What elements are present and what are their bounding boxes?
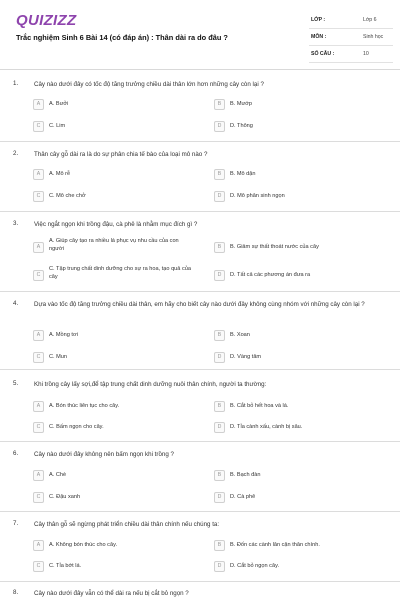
meta-value: 10 <box>363 51 369 57</box>
option-text: C. Đậu xanh <box>49 494 81 500</box>
option-letter-box: B <box>214 470 225 481</box>
question-text: Cây nào dưới đây không nên bấm ngọn khi trồng ? <box>34 451 174 458</box>
option-letter-box: B <box>214 401 225 412</box>
question-number: 1. <box>13 80 19 87</box>
option-letter-box: D <box>214 561 225 572</box>
option-text: B. Giảm sự thất thoát nước của cây <box>230 244 319 250</box>
divider <box>0 141 400 142</box>
option-text: A. Bón thúc liên tục cho cây. <box>49 403 120 409</box>
option-letter-box: B <box>214 540 225 551</box>
question-text: Việc ngắt ngọn khi trồng đậu, cà phê là nhằm mục đích gì ? <box>34 221 198 228</box>
question-4 <box>0 300 400 368</box>
meta-label: SỐ CÂU : <box>311 51 335 57</box>
option-text: A. Mồng tơi <box>49 332 78 338</box>
option-letter-box: D <box>214 422 225 433</box>
option-text: C. Mun <box>49 354 68 360</box>
question-1 <box>0 80 400 140</box>
meta-value: Lớp 6 <box>363 17 377 23</box>
option-letter-box: C <box>33 352 44 363</box>
divider <box>0 581 400 582</box>
option-text: A. Chè <box>49 472 67 478</box>
question-3 <box>0 220 400 290</box>
option-text: D. Cà phê <box>230 494 256 500</box>
option-text: A. Không bón thúc cho cây. <box>49 542 117 548</box>
option-text: C. Tập trung chất dinh dưỡng cho sự ra hoa, tạo quả của cây <box>49 266 191 280</box>
option-text: D. Cắt bỏ ngọn cây. <box>230 563 280 569</box>
divider <box>0 441 400 442</box>
meta-row-grade <box>309 12 393 29</box>
option-letter-box: B <box>214 330 225 341</box>
question-text: Cây nào dưới đây có tốc độ tăng trưởng chiều dài thân lớn hơn những cây còn lại ? <box>34 81 264 88</box>
question-number: 3. <box>13 220 19 227</box>
option-text: D. Vàng tâm <box>230 354 262 360</box>
option-letter-box: B <box>214 242 225 253</box>
divider <box>0 291 400 292</box>
option-letter-box: C <box>33 422 44 433</box>
question-number: 2. <box>13 150 19 157</box>
meta-label: MÔN : <box>311 34 327 40</box>
question-text: Khi trồng cây lấy sợi,để tập trung chất dinh dưỡng nuôi thân chính, người ta thường: <box>34 381 267 388</box>
option-letter-box: A <box>33 470 44 481</box>
question-number: 4. <box>13 300 19 307</box>
option-letter-box: A <box>33 242 44 253</box>
option-letter-box: C <box>33 191 44 202</box>
divider <box>0 211 400 212</box>
meta-row-count <box>309 46 393 63</box>
option-letter-box: A <box>33 401 44 412</box>
quizizz-logo: QUIZIZZ <box>16 12 77 29</box>
option-letter-box: A <box>33 330 44 341</box>
divider <box>0 369 400 370</box>
option-text: A. Mô rễ <box>49 171 71 177</box>
question-text: Dựa vào tốc độ tăng trưởng chiều dài thân, em hãy cho biết cây nào dưới đây không cùng nhóm với những cây còn lại ? <box>34 301 365 308</box>
option-text: C. Lim <box>49 123 66 129</box>
option-text: B. Đốn các cành lân cận thân chính. <box>230 542 320 548</box>
option-letter-box: D <box>214 352 225 363</box>
option-letter-box: A <box>33 540 44 551</box>
option-text: B. Mô dận <box>230 171 256 177</box>
meta-row-subject <box>309 29 393 46</box>
option-text: C. Tỉa bớt lá. <box>49 563 82 569</box>
option-text: B. Xoan <box>230 332 250 338</box>
option-letter-box: C <box>33 121 44 132</box>
option-text: B. Bạch đàn <box>230 472 261 478</box>
option-letter-box: D <box>214 191 225 202</box>
option-text: C. Bấm ngọn cho cây. <box>49 424 104 430</box>
page-header <box>0 0 400 70</box>
quiz-meta <box>309 12 393 63</box>
question-7 <box>0 520 400 580</box>
option-text: D. Thông <box>230 123 253 129</box>
option-letter-box: C <box>33 270 44 281</box>
question-number: 6. <box>13 450 19 457</box>
question-5 <box>0 380 400 440</box>
option-text: A. Bưởi <box>49 101 69 107</box>
meta-label: LỚP : <box>311 17 326 23</box>
option-letter-box: D <box>214 492 225 503</box>
option-text: D. Tất cả các phương án đưa ra <box>230 272 311 278</box>
question-2 <box>0 150 400 210</box>
meta-value: Sinh học <box>363 34 384 40</box>
option-letter-box: A <box>33 99 44 110</box>
question-number: 8. <box>13 589 19 596</box>
option-letter-box: B <box>214 99 225 110</box>
option-text: B. Cắt bỏ hết hoa và lá. <box>230 403 289 409</box>
option-letter-box: D <box>214 121 225 132</box>
question-6 <box>0 450 400 510</box>
question-text: Thân cây gỗ dài ra là do sự phân chia tế bào của loại mô nào ? <box>34 151 208 158</box>
option-letter-box: D <box>214 270 225 281</box>
option-text: C. Mô che chở <box>49 193 86 199</box>
option-letter-box: B <box>214 169 225 180</box>
option-letter-box: A <box>33 169 44 180</box>
divider <box>0 511 400 512</box>
question-number: 5. <box>13 380 19 387</box>
option-letter-box: C <box>33 492 44 503</box>
option-text: D. Tỉa cành xấu, cành bị sâu. <box>230 424 303 430</box>
option-text: A. Giúp cây tạo ra nhiều lá phục vụ nhu cầu của con người <box>49 238 179 252</box>
question-number: 7. <box>13 520 19 527</box>
question-text: Cây thân gỗ sẽ ngừng phát triển chiều dài thân chính nếu chúng ta: <box>34 521 220 528</box>
option-text: B. Mướp <box>230 101 253 107</box>
quiz-title: Trắc nghiệm Sinh 6 Bài 14 (có đáp án) : Thân dài ra do đâu ? <box>16 33 228 42</box>
option-letter-box: C <box>33 561 44 572</box>
question-8 <box>0 589 400 600</box>
option-text: D. Mô phân sinh ngọn <box>230 193 285 199</box>
question-text: Cây nào dưới đây vẫn có thể dài ra nếu bị cắt bỏ ngọn ? <box>34 590 189 597</box>
